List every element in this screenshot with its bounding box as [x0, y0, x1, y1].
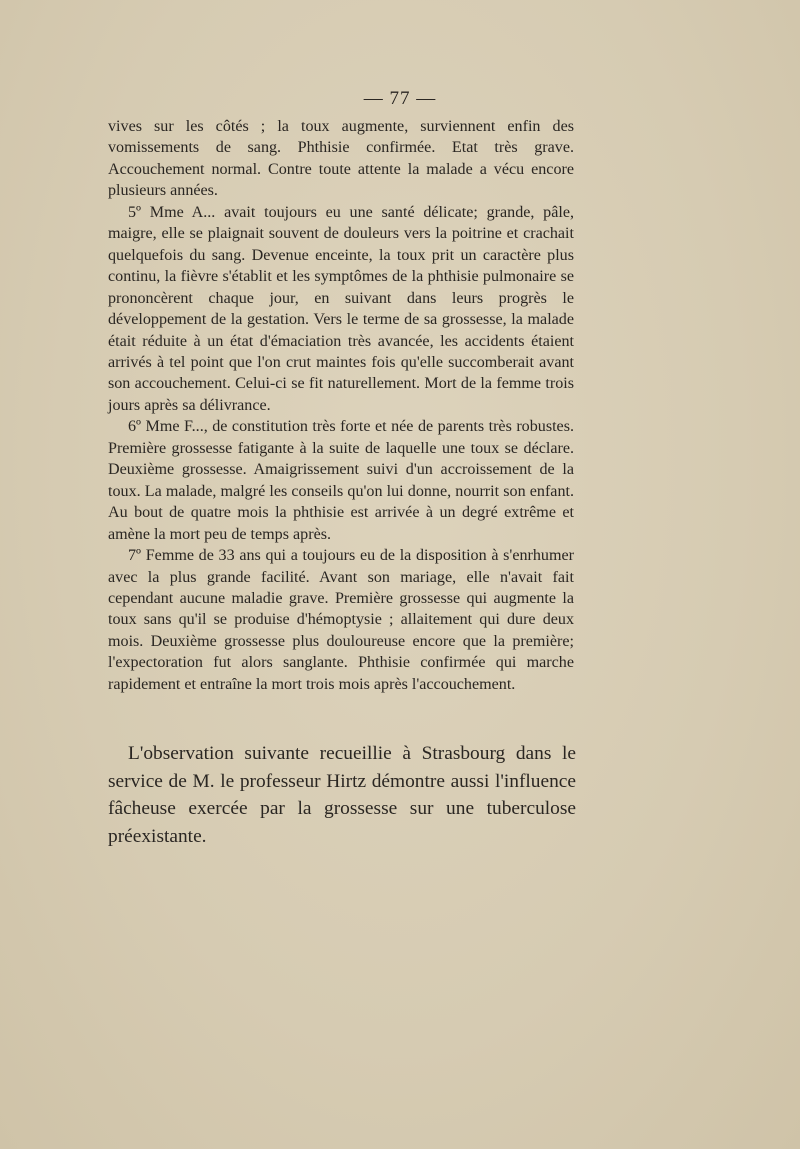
closing-section: [108, 740, 576, 850]
paragraph-continuation: vives sur les côtés ; la toux augmente, surviennent enfin des vomissements de sang. Phthisie confirmée. Etat très grave. Accouchement normal. Contre toute attente la malade a vécu encore plusieurs années.: [108, 118, 574, 200]
paragraph-case-7: 7º Femme de 33 ans qui a toujours eu de la disposition à s'enrhumer avec la plus grande facilité. Avant son mariage, elle n'avait fait cependant aucune maladie grave. Première grossesse qui augmente la toux sans qu'il se produise d'hémoptysie ; allaitement qui dure deux mois. Deuxième grossesse plus douloureuse encore que la première; l'expectoration fut alors sanglante. Phthisie confirmée qui marche rapidement et entraîne la mort trois mois après l'accouchement.: [108, 547, 574, 693]
paragraph-case-6: 6º Mme F..., de constitution très forte et née de parents très robustes. Première grossesse fatigante à la suite de laquelle une toux se déclare. Deuxième grossesse. Amaigrissement suivi d'un accroissement de la toux. La malade, malgré les conseils qu'on lui donne, nourrit son enfant. Au bout de quatre mois la phthisie est arrivée à un degré extrême et amène la mort peu de temps après.: [108, 418, 574, 543]
page-number: — 77 —: [363, 88, 437, 109]
paragraph-case-5: 5º Mme A... avait toujours eu une santé délicate; grande, pâle, maigre, elle se plaignait souvent de douleurs vers la poitrine et crachait quelquefois du sang. Devenue enceinte, la toux prit un caractère plus continu, la fièvre s'établit et les symptômes de la phthisie pulmonaire se prononcèrent chaque jour, en suivant dans leurs progrès le développement de la gestation. Vers le terme de sa grossesse, la malade était réduite à un état d'émaciation très avancée, les accidents étaient arrivés à tel point que l'on crut maintes fois qu'elle succomberait avant son accouchement. Celui-ci se fit naturellement. Mort de la femme trois jours après sa délivrance.: [108, 203, 574, 414]
paragraph-closing: L'observation suivante recueillie à Strasbourg dans le service de M. le professeur Hirtz démontre aussi l'influence fâcheuse exercée par la grossesse sur une tuberculose préexistante.: [108, 743, 576, 847]
observations-text: [108, 116, 574, 695]
